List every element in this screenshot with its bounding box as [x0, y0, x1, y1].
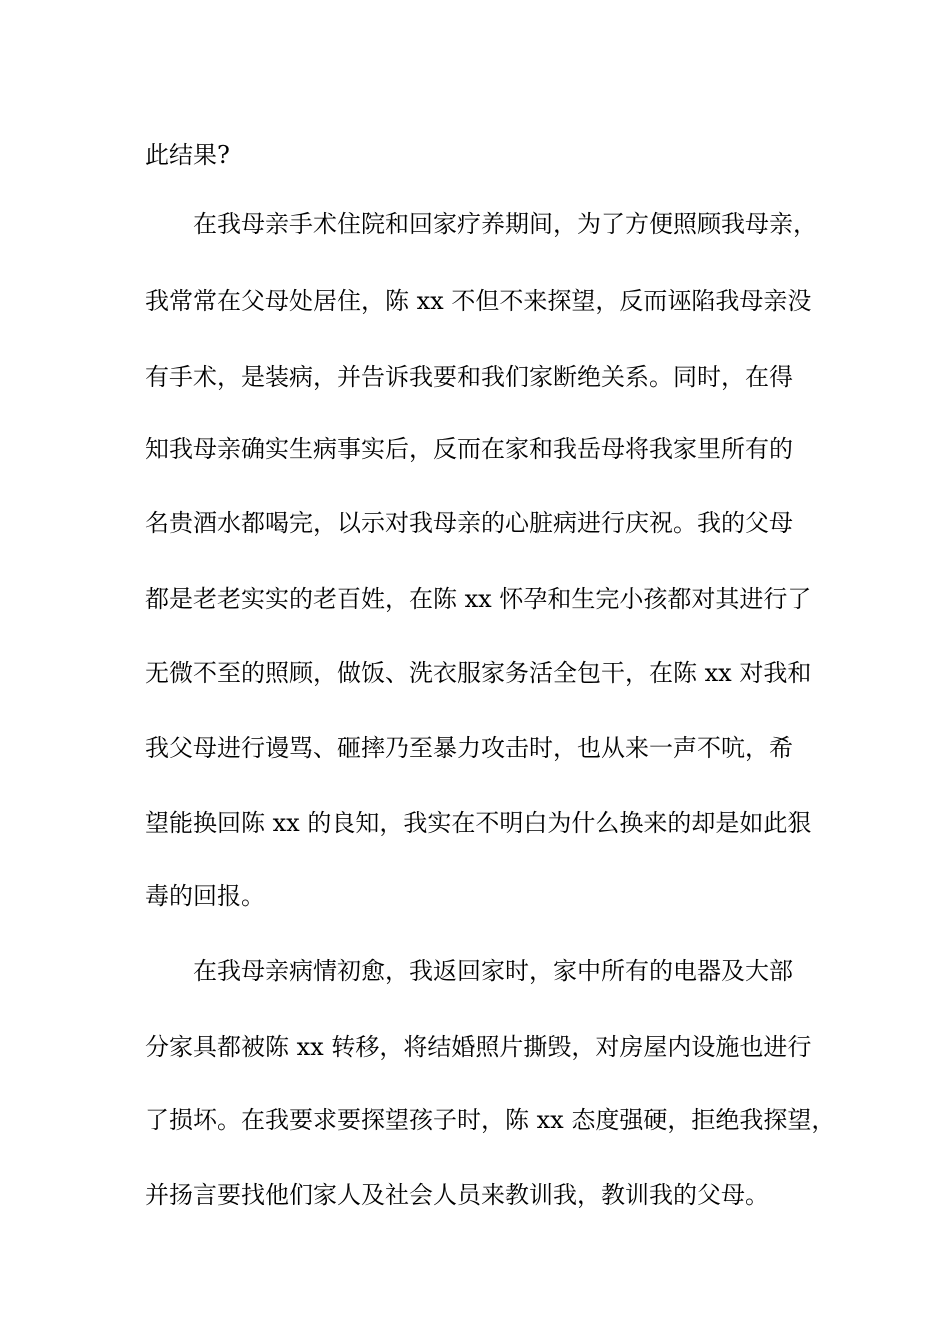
document-page: 此结果? 在我母亲手术住院和回家疗养期间，为了方便照顾我母亲， 我常常在父母处居住，陈 xx 不但不来探望，反而诬陷我母亲没 有手术，是装病，并告诉我要和我们家断绝关系。同时，在得 知我母亲确实生病事实后，反而在家和我岳母将我家里所有的 名贵酒水都喝完，以示对我母亲的心脏病进行庆祝。我的父母 都是老老实实的老百姓，在陈 xx 怀孕和生完小孩都对其进行了 无微不至的照顾，做饭、洗衣服家务活全包干，在陈 xx 对我和 我父母进行谩骂、砸摔乃至暴力攻击时，也从来一声不吭，希 望能换回陈 xx 的良知，我实在不明白为什么换来的却是如此狠 毒的回报。 在我母亲病情初愈，我返回家时，家中所有的电器及大部 分家具都被陈 xx 转移，将结婚照片撕毁，对房屋内设施也进行 了损坏。在我要求要探望孩子时，陈 xx 态度强硬，拒绝我探望， 并扬言要找他们家人及社会人员来教训我，教训我的父母。	[0, 0, 950, 1344]
